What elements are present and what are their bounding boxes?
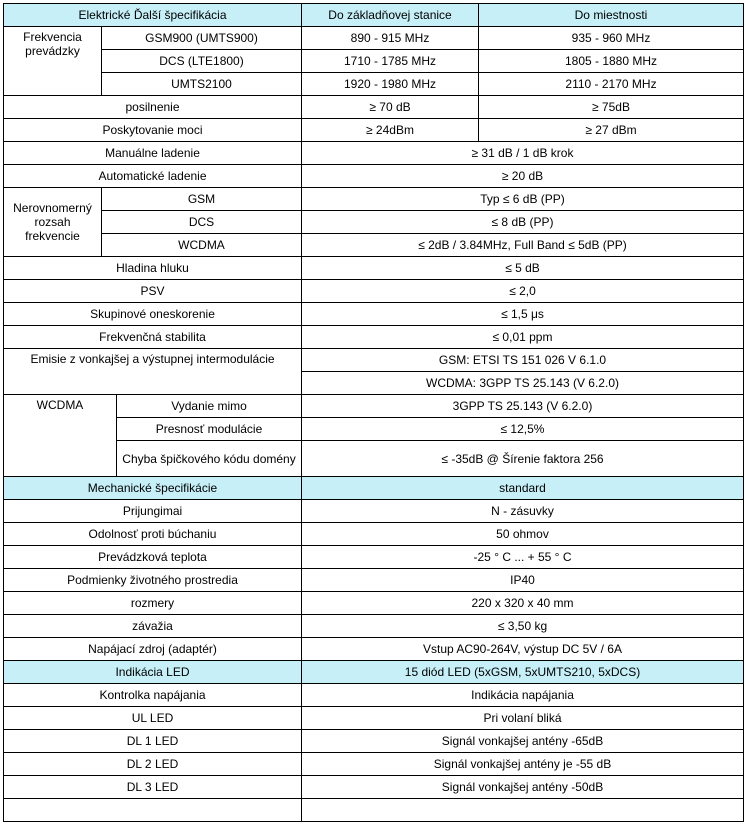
wcdma-value: ≤ 12,5% — [302, 418, 744, 441]
delay-value: ≤ 1,5 μs — [302, 303, 744, 326]
wcdma-value: ≤ -35dB @ Šírenie faktora 256 — [302, 441, 744, 477]
led-label: DL 2 LED — [4, 753, 302, 776]
mech-label: Prevádzková teplota — [4, 546, 302, 569]
emission-gsm: GSM: ETSI TS 151 026 V 6.1.0 — [302, 349, 744, 372]
table-row-empty — [4, 799, 744, 822]
table-row — [4, 569, 744, 592]
ripple-value: Typ ≤ 6 dB (PP) — [302, 188, 744, 211]
led-value: Pri volaní bliká — [302, 707, 744, 730]
table-row — [4, 50, 744, 73]
led-value: Signál vonkajšej antény je -55 dB — [302, 753, 744, 776]
frequency-band: DCS (LTE1800) — [102, 50, 302, 73]
led-value: Signál vonkajšej antény -65dB — [302, 730, 744, 753]
led-header-row — [4, 661, 744, 684]
frequency-downlink: 1805 - 1880 MHz — [479, 50, 744, 73]
led-label: Kontrolka napájania — [4, 684, 302, 707]
gain-label: posilnenie — [4, 96, 302, 119]
wcdma-name: Presnosť modulácie — [117, 418, 302, 441]
power-label: Poskytovanie moci — [4, 119, 302, 142]
mech-label: rozmery — [4, 592, 302, 615]
spec-table — [3, 3, 744, 822]
emission-wcdma: WCDMA: 3GPP TS 25.143 (V 6.2.0) — [302, 372, 744, 395]
mechanical-header-label: Mechanické špecifikácie — [4, 477, 302, 500]
ripple-value: ≤ 8 dB (PP) — [302, 211, 744, 234]
table-row — [4, 303, 744, 326]
led-label: DL 3 LED — [4, 776, 302, 799]
led-header-value: 15 diód LED (5xGSM, 5xUMTS210, 5xDCS) — [302, 661, 744, 684]
ripple-band: GSM — [102, 188, 302, 211]
ripple-label: Nerovnomerný rozsah frekvencie — [4, 188, 102, 257]
gain-downlink: ≥ 75dB — [479, 96, 744, 119]
stability-value: ≤ 0,01 ppm — [302, 326, 744, 349]
table-row — [4, 684, 744, 707]
table-row — [4, 73, 744, 96]
wcdma-value: 3GPP TS 25.143 (V 6.2.0) — [302, 395, 744, 418]
mech-label: Podmienky životného prostredia — [4, 569, 302, 592]
mech-value: 50 ohmov — [302, 523, 744, 546]
mech-value: 220 x 320 x 40 mm — [302, 592, 744, 615]
table-row — [4, 349, 744, 372]
mech-value: -25 ° C ... + 55 ° C — [302, 546, 744, 569]
frequency-downlink: 2110 - 2170 MHz — [479, 73, 744, 96]
mechanical-header-value: standard — [302, 477, 744, 500]
auto-label: Automatické ladenie — [4, 165, 302, 188]
manual-value: ≥ 31 dB / 1 dB krok — [302, 142, 744, 165]
gain-uplink: ≥ 70 dB — [302, 96, 479, 119]
frequency-uplink: 1710 - 1785 MHz — [302, 50, 479, 73]
frequency-band: UMTS2100 — [102, 73, 302, 96]
table-row — [4, 753, 744, 776]
empty-cell — [302, 799, 744, 822]
stability-label: Frekvenčná stabilita — [4, 326, 302, 349]
table-row — [4, 188, 744, 211]
table-row — [4, 730, 744, 753]
ripple-band: WCDMA — [102, 234, 302, 257]
table-row — [4, 257, 744, 280]
noise-label: Hladina hluku — [4, 257, 302, 280]
ripple-value: ≤ 2dB / 3.84MHz, Full Band ≤ 5dB (PP) — [302, 234, 744, 257]
led-header-label: Indikácia LED — [4, 661, 302, 684]
header-spec-label: Elektrické Ďalší špecifikácia — [4, 4, 302, 27]
table-row — [4, 96, 744, 119]
frequency-band: GSM900 (UMTS900) — [102, 27, 302, 50]
table-row — [4, 165, 744, 188]
psv-value: ≤ 2,0 — [302, 280, 744, 303]
table-row — [4, 280, 744, 303]
table-row — [4, 638, 744, 661]
led-value: Signál vonkajšej antény -50dB — [302, 776, 744, 799]
table-row — [4, 592, 744, 615]
header-uplink: Do základňovej stanice — [302, 4, 479, 27]
emission-label: Emisie z vonkajšej a výstupnej intermodulácie — [4, 349, 302, 395]
table-row — [4, 234, 744, 257]
table-row — [4, 27, 744, 50]
frequency-downlink: 935 - 960 MHz — [479, 27, 744, 50]
table-row — [4, 707, 744, 730]
table-row — [4, 546, 744, 569]
wcdma-label: WCDMA — [4, 395, 117, 477]
header-row — [4, 4, 744, 27]
led-label: UL LED — [4, 707, 302, 730]
mech-value: IP40 — [302, 569, 744, 592]
frequency-uplink: 890 - 915 MHz — [302, 27, 479, 50]
mech-label: Napájací zdroj (adaptér) — [4, 638, 302, 661]
mech-value: N - zásuvky — [302, 500, 744, 523]
wcdma-name: Vydanie mimo — [117, 395, 302, 418]
table-row — [4, 776, 744, 799]
mech-label: závažia — [4, 615, 302, 638]
mech-value: ≤ 3,50 kg — [302, 615, 744, 638]
mechanical-header-row — [4, 477, 744, 500]
mech-label: Odolnosť proti búchaniu — [4, 523, 302, 546]
table-row — [4, 523, 744, 546]
empty-cell — [4, 799, 302, 822]
header-downlink: Do miestnosti — [479, 4, 744, 27]
frequency-uplink: 1920 - 1980 MHz — [302, 73, 479, 96]
ripple-band: DCS — [102, 211, 302, 234]
led-label: DL 1 LED — [4, 730, 302, 753]
table-row — [4, 326, 744, 349]
power-downlink: ≥ 27 dBm — [479, 119, 744, 142]
noise-value: ≤ 5 dB — [302, 257, 744, 280]
led-value: Indikácia napájania — [302, 684, 744, 707]
frequency-label: Frekvencia prevádzky — [4, 27, 102, 96]
table-row — [4, 119, 744, 142]
table-row — [4, 500, 744, 523]
table-row — [4, 142, 744, 165]
power-uplink: ≥ 24dBm — [302, 119, 479, 142]
psv-label: PSV — [4, 280, 302, 303]
mech-value: Vstup AC90-264V, výstup DC 5V / 6A — [302, 638, 744, 661]
manual-label: Manuálne ladenie — [4, 142, 302, 165]
auto-value: ≥ 20 dB — [302, 165, 744, 188]
table-row — [4, 615, 744, 638]
delay-label: Skupinové oneskorenie — [4, 303, 302, 326]
wcdma-name: Chyba špičkového kódu domény — [117, 441, 302, 477]
table-row — [4, 211, 744, 234]
mech-label: Prijungimai — [4, 500, 302, 523]
table-row — [4, 395, 744, 418]
